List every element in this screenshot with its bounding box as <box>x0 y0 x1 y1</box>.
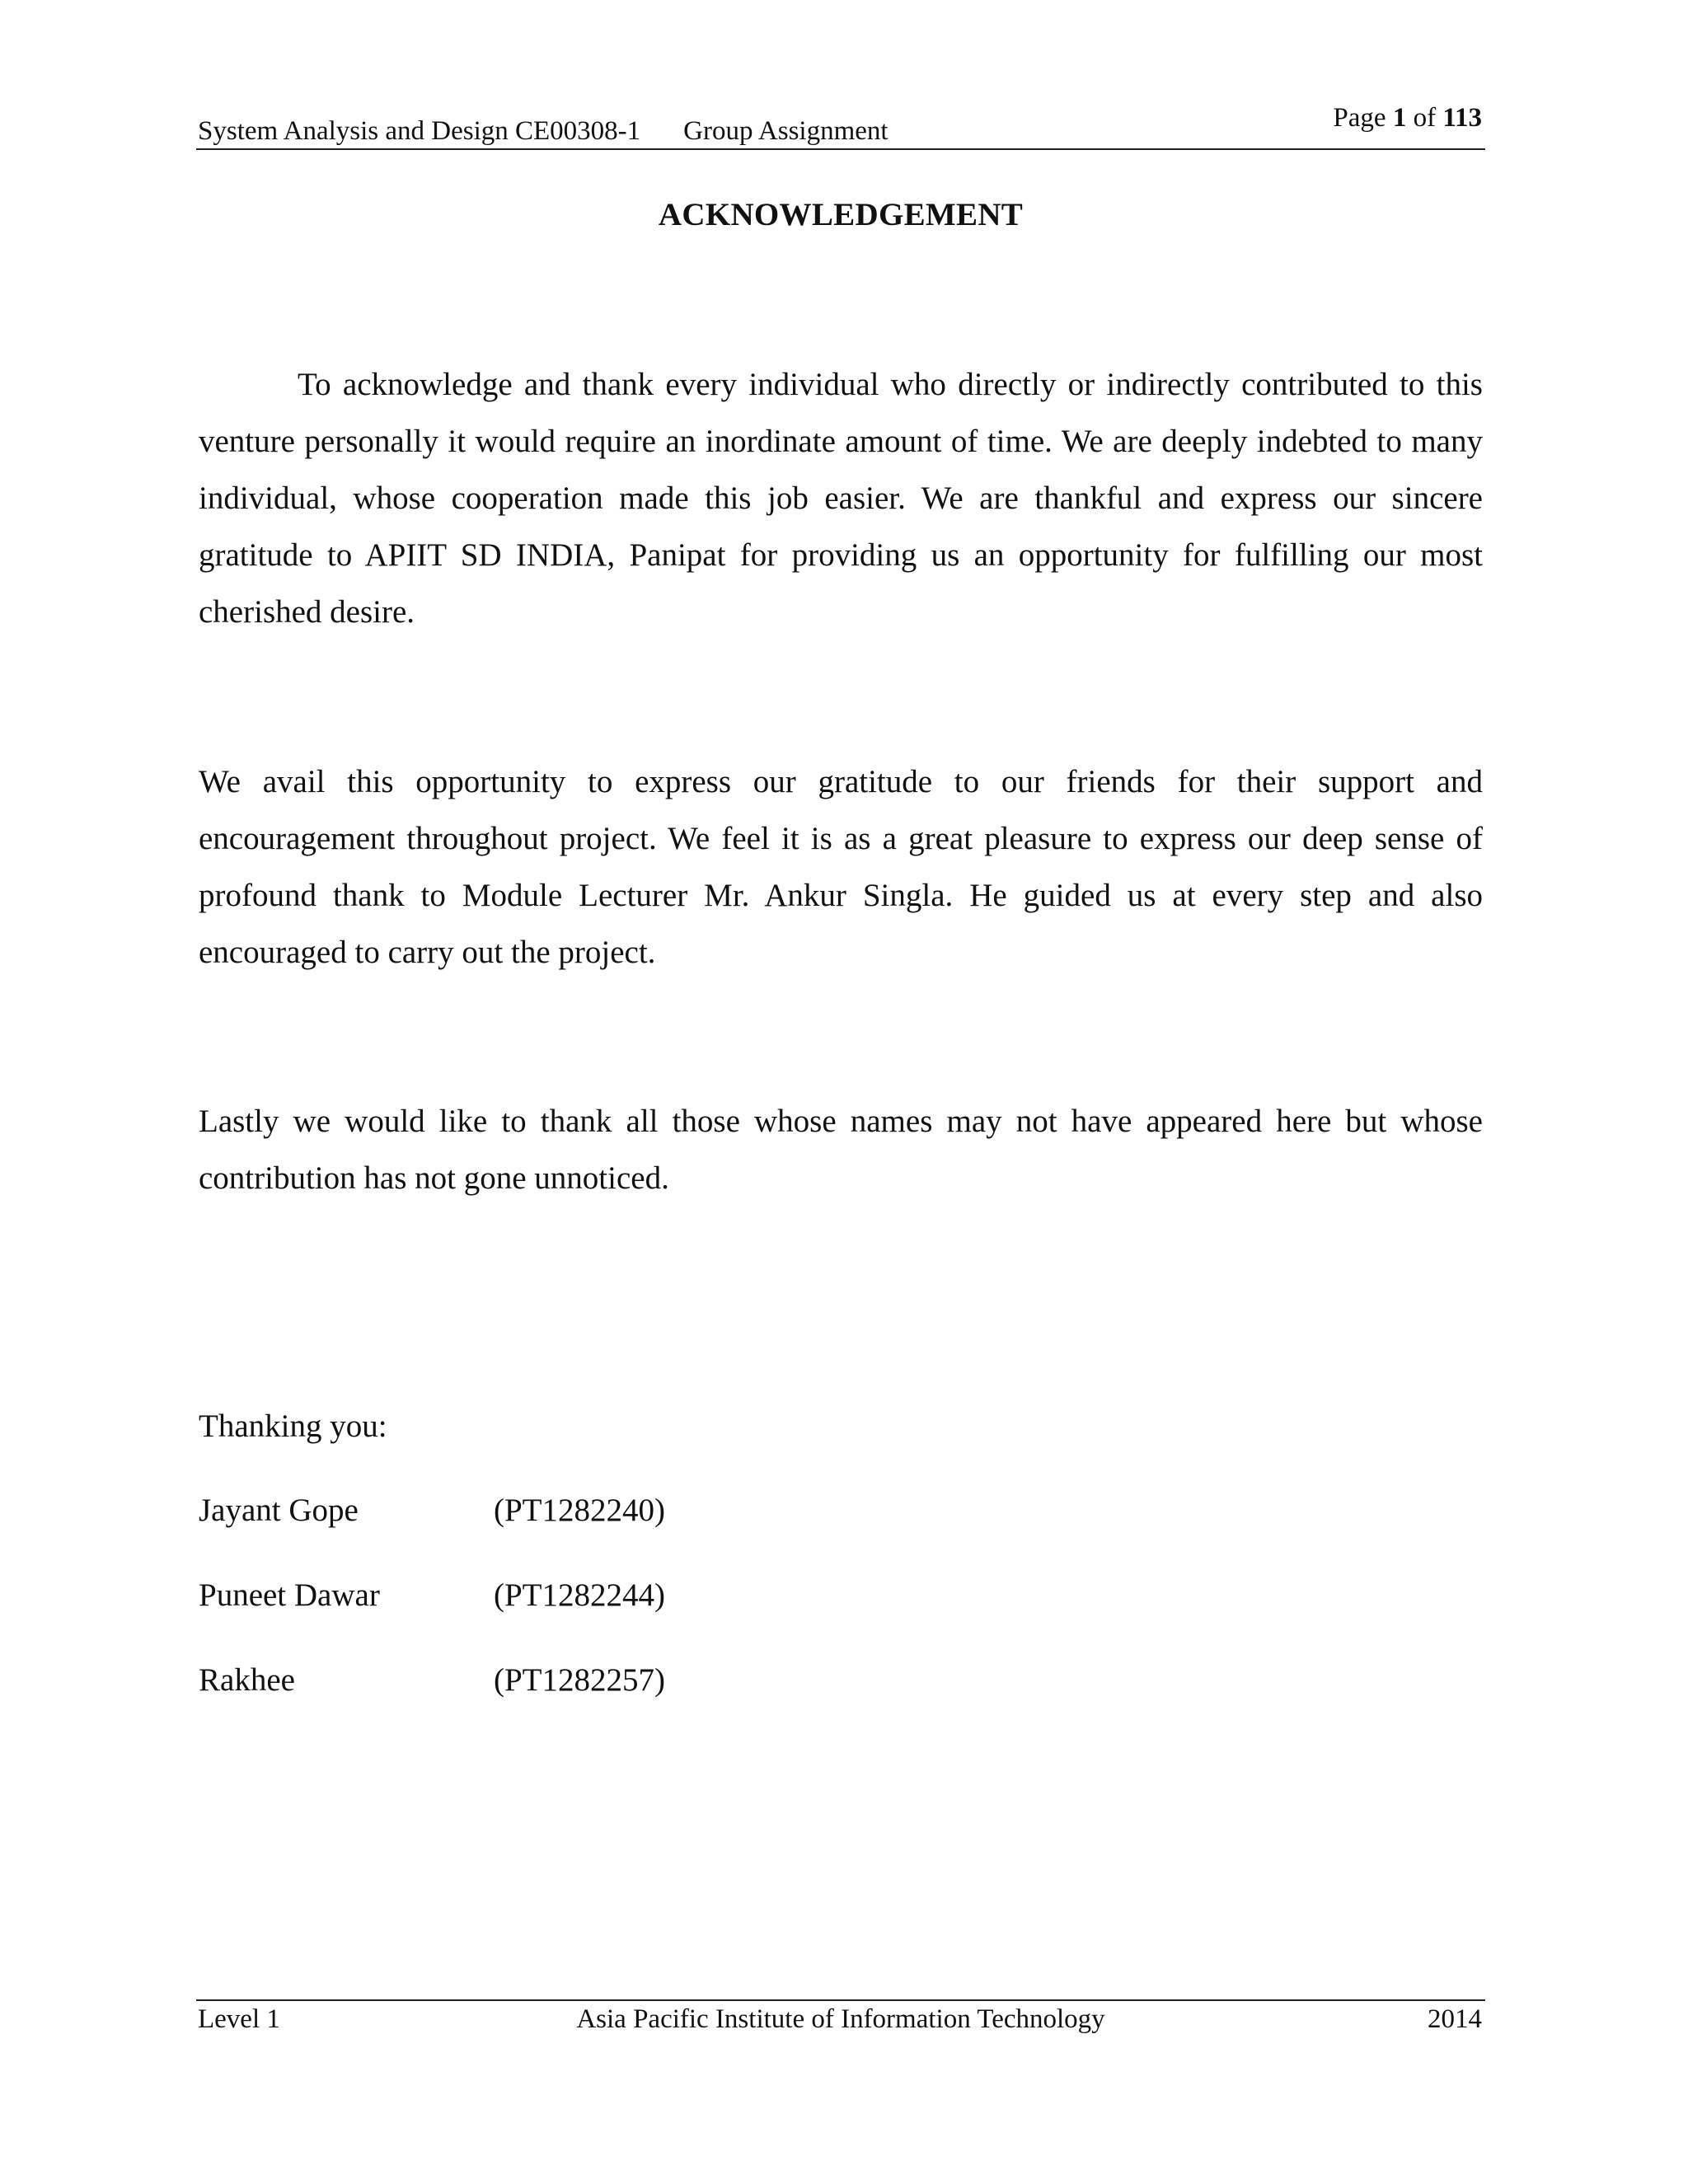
page-header <box>196 91 1485 150</box>
page-of: of <box>1406 103 1443 133</box>
header-left <box>198 116 889 147</box>
page-current: 1 <box>1392 103 1407 133</box>
assignment-label: Group Assignment <box>683 116 889 146</box>
course-title: System Analysis and Design CE00308-1 <box>198 116 641 146</box>
page-prefix: Page <box>1333 103 1393 133</box>
page-number <box>1333 103 1482 134</box>
footer-level: Level 1 <box>198 2004 280 2034</box>
paragraph-2: We avail this opportunity to express our gratitude to our friends for their support and encouragement throughout project. We feel it is as a great pleasure to express our deep sense of profound thank to Module Lecturer Mr. Ankur Singla. He guided us at every step and also encouraged to carry out the project. <box>199 764 1483 970</box>
page-title: ACKNOWLEDGEMENT <box>658 197 1024 232</box>
paragraph-1: To acknowledge and thank every individual who directly or indirectly contributed to this venture personally it would require an inordinate amount of time. We are deeply indebted to many individual, whose cooperation made this job easier. We are thankful and express our sincere gratitude to APIIT SD INDIA, Panipat for providing us an opportunity for fulfilling our most cherished desire. <box>199 367 1483 630</box>
closing-line: Thanking you: <box>199 1408 387 1444</box>
member-id: (PT1282244) <box>494 1577 665 1613</box>
member-row <box>199 1492 665 1529</box>
page-footer <box>196 1999 1485 2050</box>
member-id: (PT1282240) <box>494 1493 665 1528</box>
member-name: Puneet Dawar <box>199 1577 380 1613</box>
member-row <box>199 1661 665 1699</box>
member-name: Rakhee <box>199 1662 295 1698</box>
footer-year: 2014 <box>1428 2004 1482 2034</box>
page-total: 113 <box>1442 103 1482 133</box>
member-row <box>199 1577 665 1614</box>
footer-institute: Asia Pacific Institute of Information Technology <box>576 2004 1105 2034</box>
paragraph-3: Lastly we would like to thank all those whose names may not have appeared here but whose contribution has not gone unnoticed. <box>199 1104 1483 1196</box>
member-id: (PT1282257) <box>494 1662 665 1698</box>
member-name: Jayant Gope <box>199 1493 359 1528</box>
